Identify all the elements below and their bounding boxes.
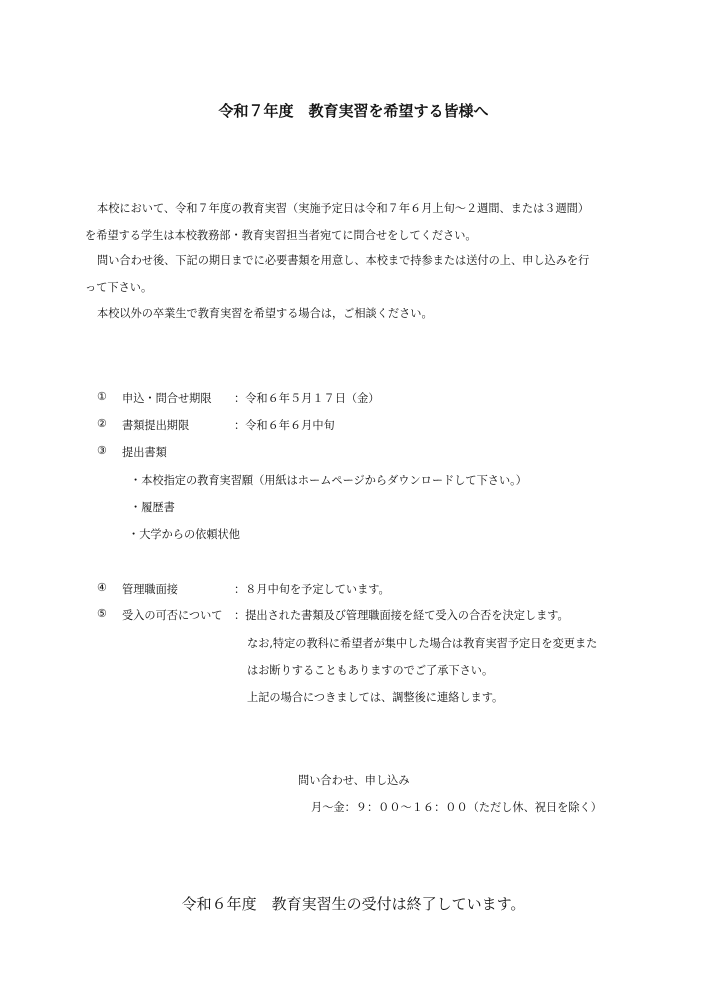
item-1-label: 申込・問合せ期限 <box>122 392 212 405</box>
item-2-label: 書類提出期限 <box>122 419 190 432</box>
item-2-value: ：令和６年６月中旬 <box>234 419 335 432</box>
document-item-1: ・本校指定の教育実習願（用紙はホームページからダウンロードして下さい。） <box>130 474 527 487</box>
item-3-label: 提出書類 <box>122 446 167 459</box>
intro-line-3: 問い合わせ後、下記の期日までに必要書類を用意し、本校まで持参または送付の上、申し込みを行 <box>97 254 590 267</box>
acceptance-note-2: はお断りすることもありますのでご了承下さい。 <box>247 664 494 677</box>
item-3-number: ③ <box>97 444 108 457</box>
item-1-number: ① <box>97 390 108 403</box>
acceptance-note-1: なお,特定の教科に希望者が集中した場合は教育実習予定日を変更また <box>247 637 598 650</box>
item-5-value: ：提出された書類及び管理職面接を経て受入の合否を決定します。 <box>234 609 569 622</box>
item-1-value: ：令和６年５月１７日（金） <box>234 392 380 405</box>
intro-line-5: 本校以外の卒業生で教育実習を希望する場合は，ご相談ください。 <box>97 307 433 320</box>
acceptance-note-3: 上記の場合につきましては、調整後に連絡します。 <box>247 691 504 704</box>
intro-line-1: 本校において、令和７年度の教育実習（実施予定日は令和７年６月上旬〜２週間、または３週間） <box>97 202 590 215</box>
document-item-3: ・大学からの依頼状他 <box>128 528 240 541</box>
item-5-label: 受入の可否について <box>122 609 223 622</box>
intro-line-4: って下さい。 <box>85 281 153 294</box>
document-item-2: ・履歴書 <box>130 501 175 514</box>
closing-notice: 令和６年度 教育実習生の受付は終了しています。 <box>181 895 526 913</box>
item-4-number: ④ <box>97 581 108 594</box>
item-4-label: 管理職面接 <box>122 583 178 596</box>
intro-line-2: を希望する学生は本校教務部・教育実習担当者宛てに問合せをしてください。 <box>85 229 477 242</box>
item-2-number: ② <box>97 417 108 430</box>
item-4-value: ：８月中旬を予定しています。 <box>234 583 390 596</box>
contact-heading: 問い合わせ、申し込み <box>298 774 410 787</box>
page-title: 令和７年度 教育実習を希望する皆様へ <box>218 102 489 120</box>
item-5-number: ⑤ <box>97 607 108 620</box>
contact-hours: 月〜金：９：００〜１６：００（ただし休、祝日を除く） <box>311 801 602 814</box>
